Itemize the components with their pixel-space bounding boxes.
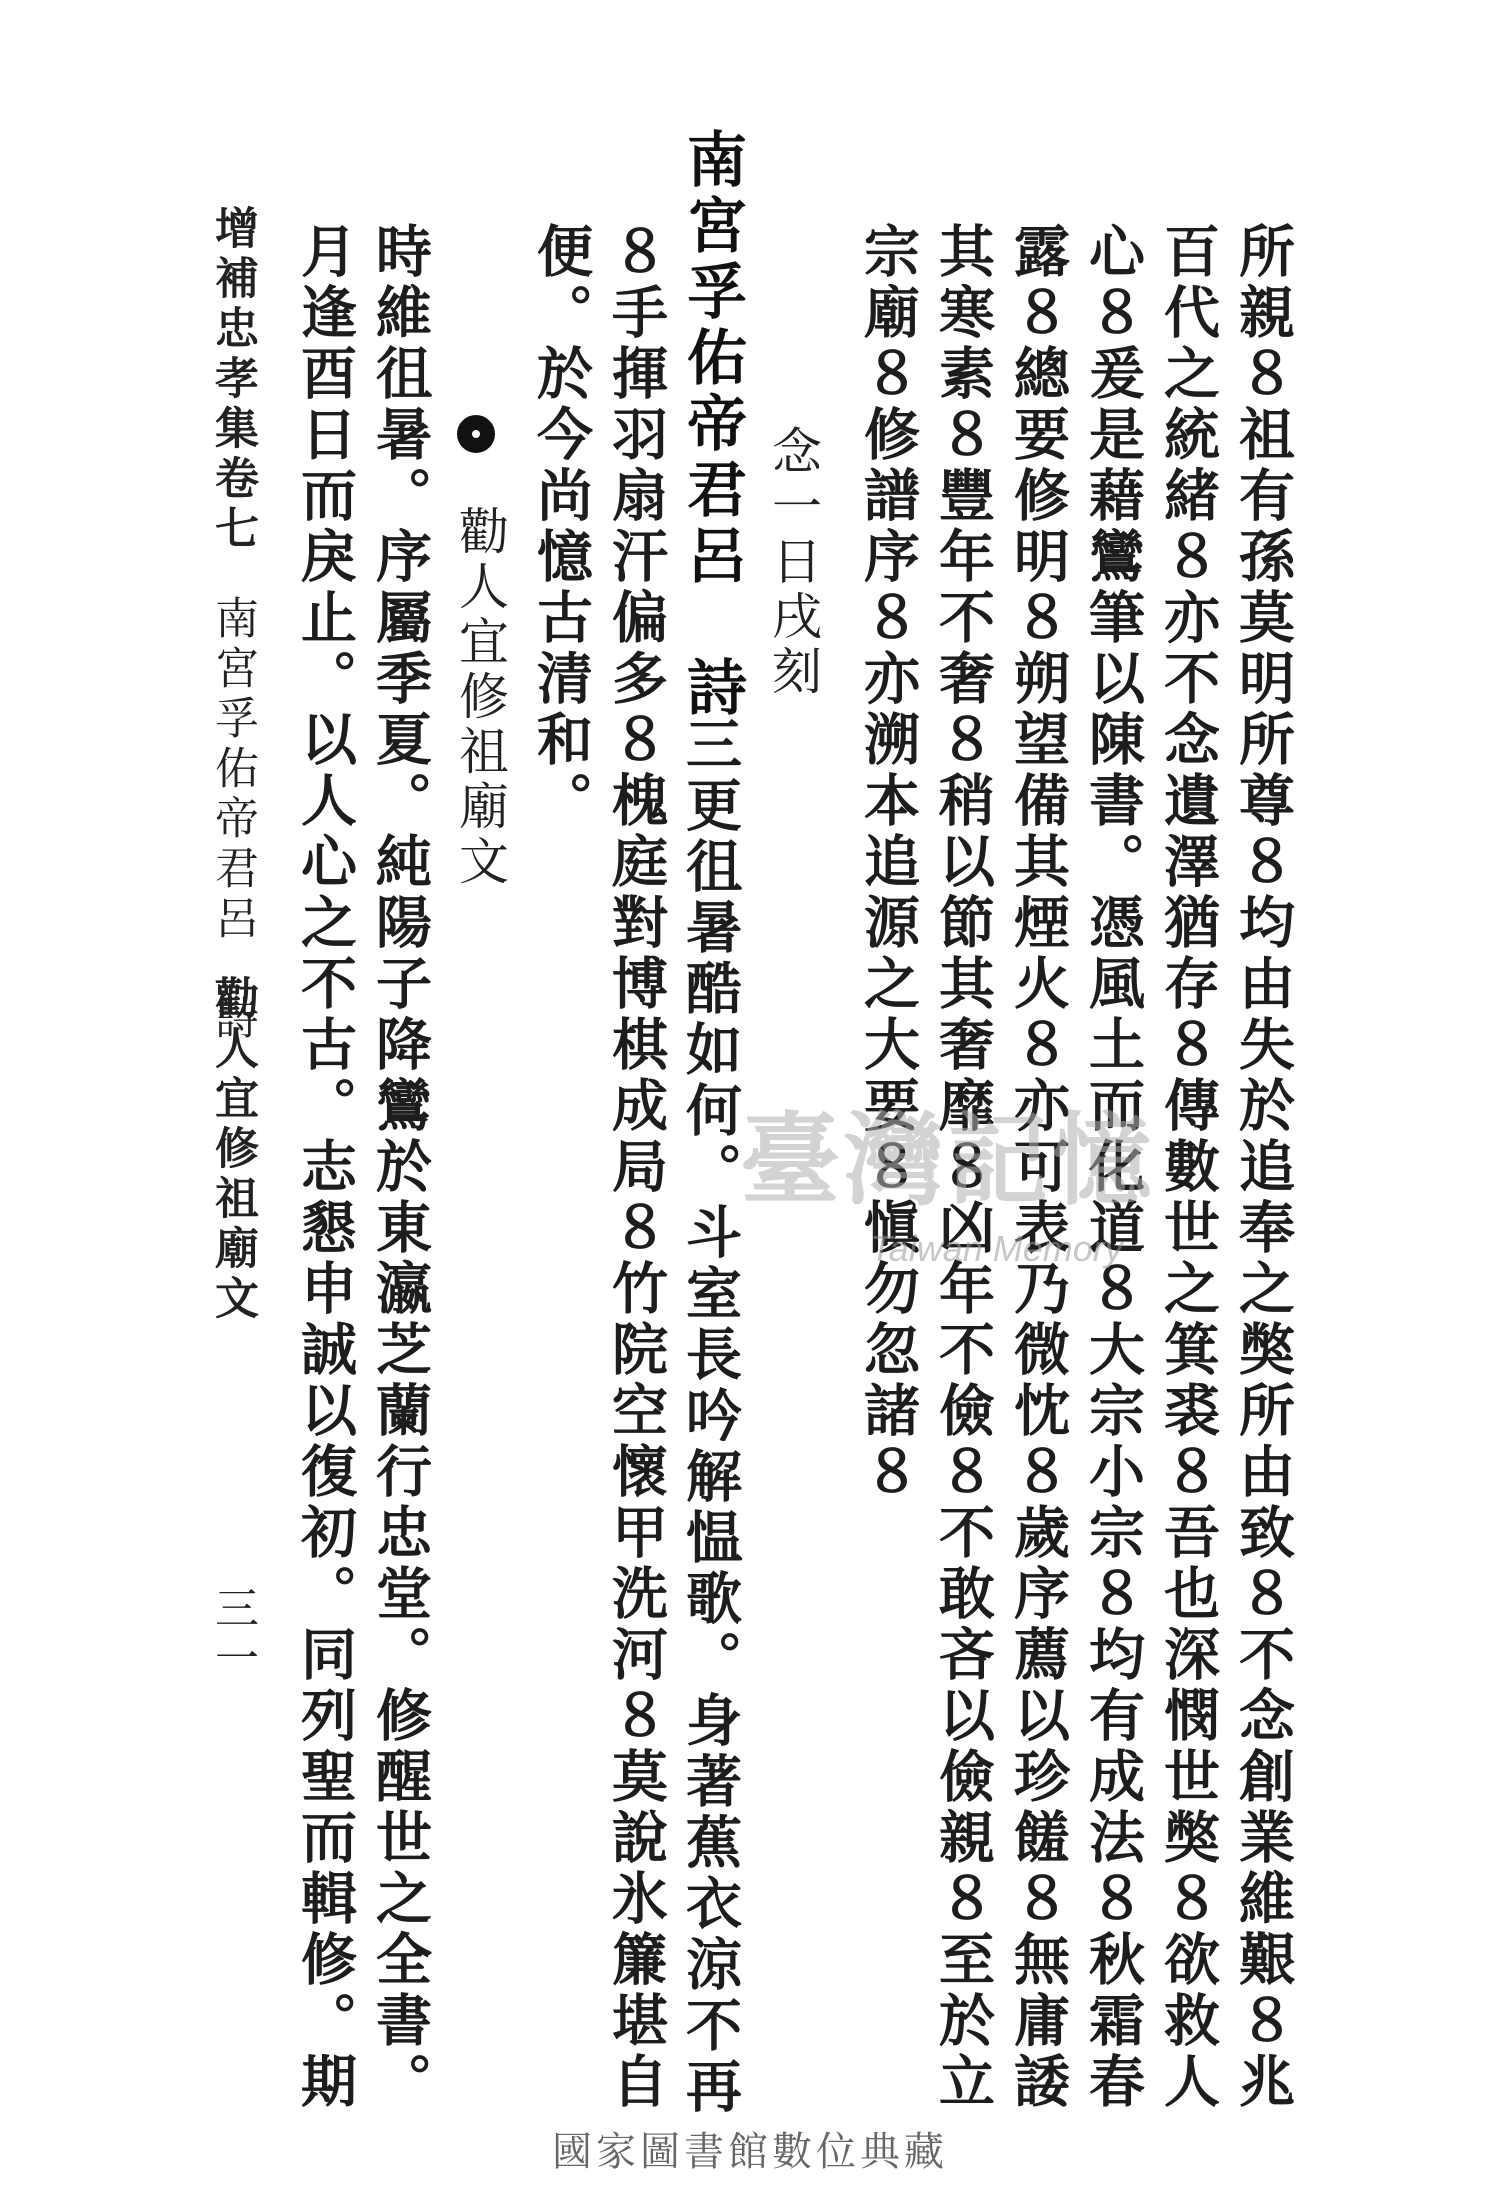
poem-line-1: 三更徂暑酷如何。斗室長吟解愠歌。身著蕉衣涼不再 bbox=[677, 715, 743, 2118]
page-number: 三一 bbox=[207, 1585, 258, 1685]
essay-line-2: 月逢酉日而戾止。以人心之不古。志懇申誠以復初。同列聖而輯修。期 bbox=[292, 222, 358, 2113]
text-column-6: 宗廟８修譜序８亦溯本追源之大要８愼勿忽諸８ bbox=[855, 222, 921, 1503]
text-column-3: 心８爰是藉鸞筆以陳書。憑風土而化道８大宗小宗８均有成法８秋霜春 bbox=[1080, 222, 1146, 2113]
watermark-english: Taiwan Memory bbox=[870, 1228, 1123, 1269]
text-column-2: 百代之統緒８亦不念遺澤猶存８傳數世之箕裘８吾也深憫世獘８欲救人 bbox=[1155, 222, 1221, 2113]
running-section-title-b: 勸人宜修祖廟文 bbox=[207, 975, 258, 1325]
footer-attribution: 國家圖書館數位典藏 bbox=[552, 2130, 948, 2174]
poem-line-2: ８手揮羽扇汗偏多８槐庭對博棋成局８竹院空懷甲洗河８莫說氷簾堪自 bbox=[603, 222, 669, 2113]
text-column-4: 露８總要修明８朔望備其煙火８亦可表乃微忱８歲序薦以珍饈８無庸諉 bbox=[1005, 222, 1071, 2113]
book-title: 增補忠孝集卷七 bbox=[207, 205, 258, 555]
section-bullet-icon bbox=[457, 415, 495, 453]
essay-line-1: 時維徂暑。序屬季夏。純陽子降鸞於東瀛芝蘭行忠堂。修醒世之全書。 bbox=[367, 222, 433, 2113]
text-column-5: 其寒素８豐年不奢８稍以節其奢靡８凶年不儉８不敢吝以儉親８至於立 bbox=[930, 222, 996, 2113]
running-section-title: 南宮孚佑帝君呂 詩 bbox=[207, 595, 258, 1045]
time-note: 念一日戌刻 bbox=[764, 425, 822, 700]
essay-title: 勸人宜修祖廟文 bbox=[451, 505, 509, 890]
text-column-1: 所親８祖有孫莫明所尊８均由失於追奉之獘所由致８不念創業維艱８兆 bbox=[1230, 222, 1296, 2113]
poem-line-3: 便。於今尚憶古清和。 bbox=[528, 222, 594, 832]
watermark-chinese: 臺灣記憶 bbox=[740, 1101, 1156, 1219]
poem-heading: 南宮孚佑帝君呂 詩 bbox=[677, 128, 747, 722]
